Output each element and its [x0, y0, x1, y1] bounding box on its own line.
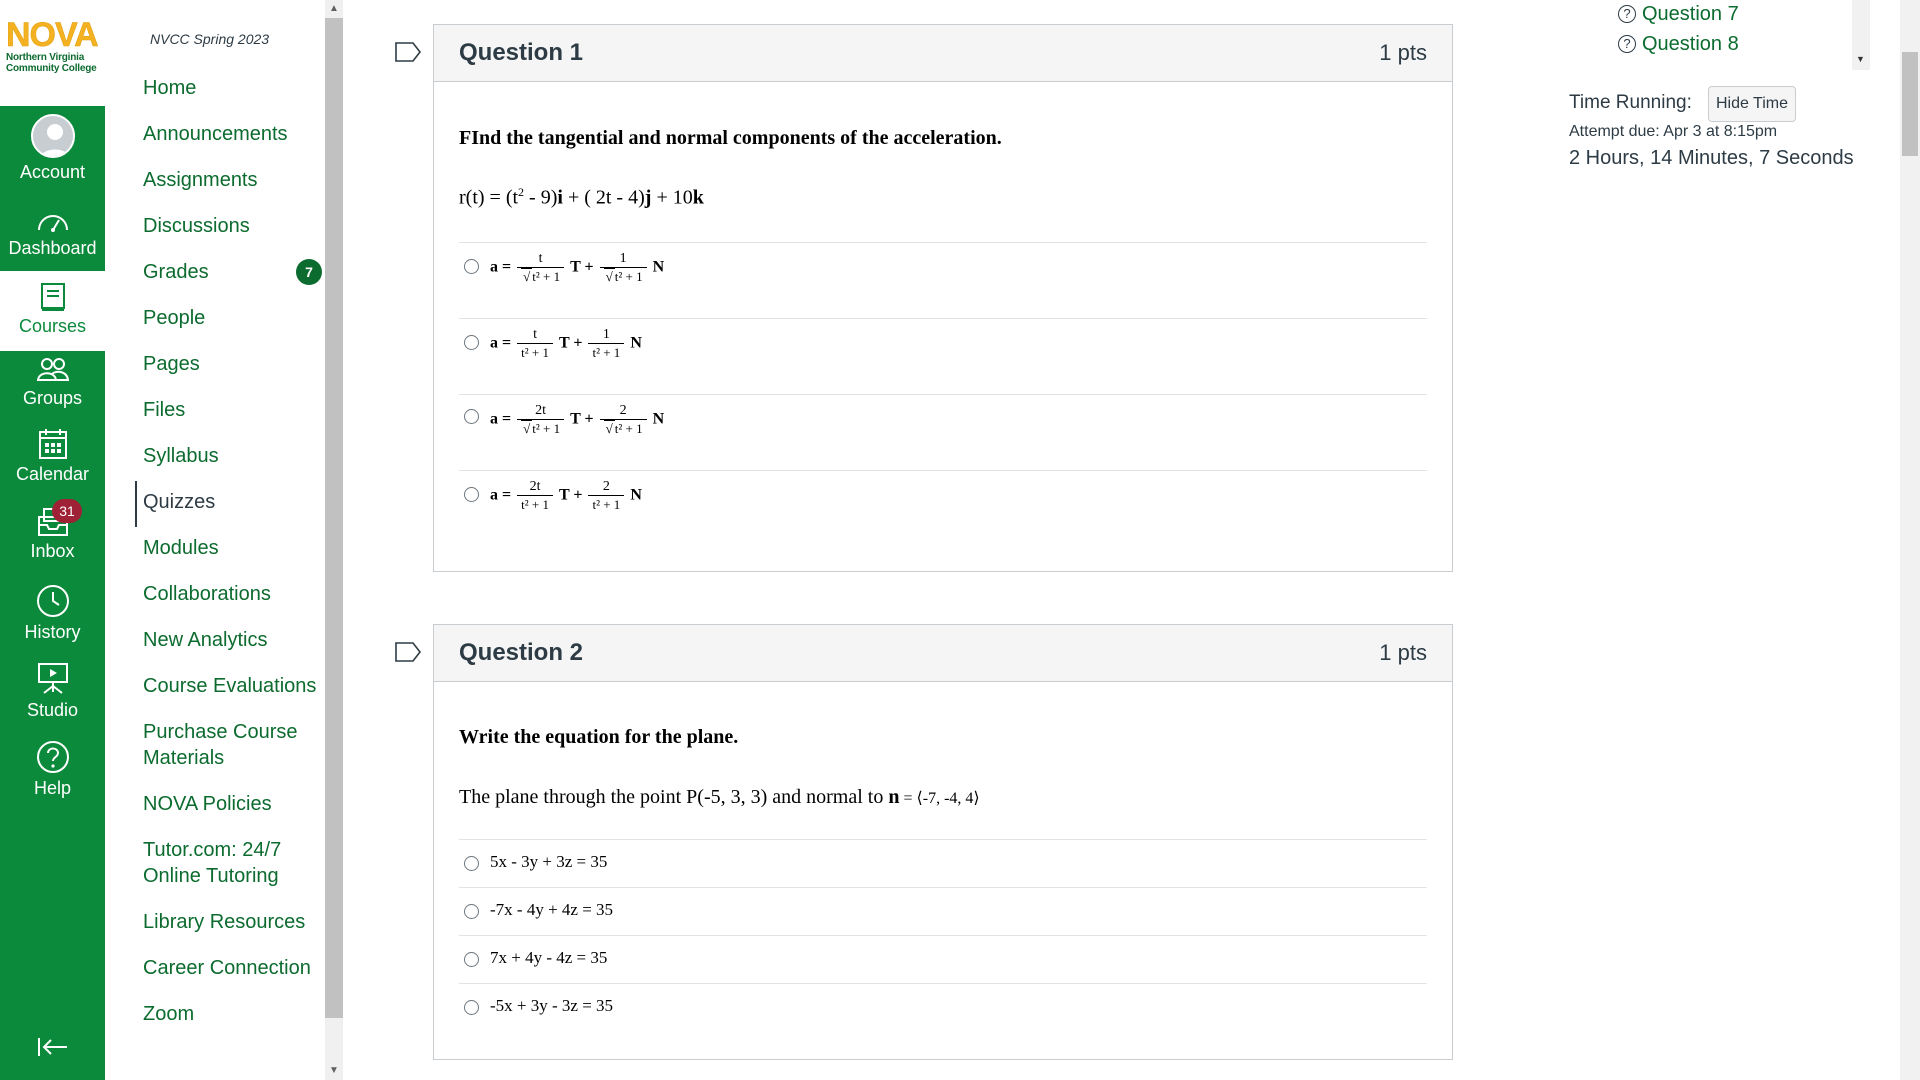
courses-icon [39, 282, 67, 312]
question-list-item-8[interactable]: ? Question 8 [1618, 33, 1739, 56]
answer-option[interactable] [459, 242, 1427, 318]
course-term: NVCC Spring 2023 [150, 31, 270, 47]
answer-radio[interactable] [464, 259, 479, 274]
question-equation: $r(t) = (t^2 - 9)i$ + ( 2t - 4)j + 10k [459, 185, 704, 209]
studio-icon [37, 662, 69, 696]
question-list-item-7[interactable]: ? Question 7 [1618, 3, 1739, 26]
question-1 [433, 24, 1453, 572]
course-nav-tutoring[interactable]: Tutor.com: 24/7 Online Tutoring [143, 839, 282, 887]
collapse-nav-button[interactable] [0, 1036, 105, 1062]
question-2 [433, 624, 1453, 1060]
logo-subtitle-2: Community College [6, 63, 97, 74]
course-nav-nova-policies[interactable]: NOVA Policies [143, 793, 272, 815]
answer-formula: a = $\frac{t}{\text{√ t² + 1}}$ T + $\frac{1}{\text{√ t² + 1}}$ N [490, 251, 665, 284]
answer-formula: a = $\frac{2t}{\text{t² + 1}}$ T + $\frac{2}{\text{t² + 1}}$ N [490, 479, 642, 512]
logo-subtitle-1: Northern Virginia [6, 52, 85, 63]
global-nav-calendar[interactable] [0, 428, 105, 485]
logo-wordmark: NOVA [6, 16, 98, 54]
page-scroll-thumb[interactable] [1902, 52, 1918, 156]
answer-radio[interactable] [464, 409, 479, 424]
course-nav-files[interactable]: Files [143, 399, 186, 421]
time-remaining: 2 Hours, 14 Minutes, 7 Seconds [1569, 147, 1854, 169]
question-mark-icon: ? [1618, 5, 1636, 23]
attempt-due: Attempt due: Apr 3 at 8:15pm [1569, 123, 1778, 140]
grades-badge: 7 [296, 259, 322, 285]
answer-radio[interactable] [464, 487, 479, 502]
course-nav-discussions[interactable]: Discussions [143, 215, 250, 237]
nova-logo[interactable] [0, 0, 105, 106]
answer-radio[interactable] [464, 1000, 479, 1015]
clock-icon [36, 584, 70, 618]
answer-formula: a = $\frac{t}{\text{t² + 1}}$ T + $\frac{1}{\text{t² + 1}}$ N [490, 327, 642, 360]
flag-question-icon[interactable] [395, 642, 421, 662]
global-nav-label: Inbox [30, 541, 75, 561]
global-nav-studio[interactable] [0, 662, 105, 721]
scroll-up-icon[interactable]: ▲ [329, 3, 339, 14]
question-header [434, 25, 1452, 82]
course-nav-course-evaluations[interactable]: Course Evaluations [143, 675, 317, 697]
answer-option[interactable] [459, 935, 1427, 983]
course-nav-quizzes[interactable]: Quizzes [143, 491, 216, 513]
answer-radio[interactable] [464, 335, 479, 350]
inbox-unread-badge: 31 [52, 499, 82, 523]
course-nav [105, 0, 325, 1080]
hide-time-button[interactable]: Hide Time [1708, 86, 1796, 122]
groups-icon [36, 356, 70, 384]
scroll-down-icon[interactable]: ▼ [1856, 54, 1865, 64]
collapse-arrow-icon [36, 1036, 70, 1058]
course-nav-new-analytics[interactable]: New Analytics [143, 629, 268, 651]
global-nav-help[interactable] [0, 740, 105, 799]
time-running-label: Time Running: [1569, 92, 1692, 113]
answer-option[interactable] [459, 318, 1427, 394]
course-nav-home[interactable]: Home [143, 77, 197, 99]
question-list-fade [1610, 62, 1850, 70]
answer-option[interactable] [459, 887, 1427, 935]
question-title: Question 2 [459, 639, 584, 666]
course-nav-collaborations[interactable]: Collaborations [143, 583, 271, 605]
help-icon [36, 740, 70, 774]
global-nav-label: Calendar [15, 464, 90, 484]
question-points: 1 pts [1379, 40, 1427, 65]
course-nav-grades[interactable]: Grades [143, 261, 209, 283]
global-nav-label: Account [19, 162, 86, 182]
course-nav-assignments[interactable]: Assignments [143, 169, 258, 191]
course-nav-scroll-thumb[interactable] [325, 18, 343, 1018]
answer-option[interactable] [459, 394, 1427, 470]
avatar [31, 114, 75, 158]
dashboard-icon [36, 208, 70, 234]
question-header [434, 625, 1452, 682]
course-nav-modules[interactable]: Modules [143, 537, 219, 559]
global-nav-courses[interactable] [0, 271, 105, 351]
scroll-down-icon[interactable]: ▼ [329, 1065, 339, 1076]
global-nav-label: Studio [26, 700, 79, 720]
global-nav [0, 0, 105, 1080]
global-nav-label: Dashboard [8, 238, 97, 258]
answer-radio[interactable] [464, 904, 479, 919]
answer-radio[interactable] [464, 856, 479, 871]
user-icon [33, 116, 75, 158]
global-nav-label: History [24, 622, 81, 642]
course-nav-announcements[interactable]: Announcements [143, 123, 288, 145]
question-description: The plane through the point P(-5, 3, 3) and normal to n = ⟨-7, -4, 4⟩ [459, 786, 980, 808]
answer-label: -5x + 3y - 3z = 35 [490, 996, 614, 1015]
answer-radio[interactable] [464, 952, 479, 967]
question-prompt: Write the equation for the plane. [459, 726, 739, 748]
global-nav-label: Help [33, 778, 72, 798]
answer-label: 5x - 3y + 3z = 35 [490, 852, 608, 871]
page-scrollbar[interactable] [1900, 0, 1920, 1080]
question-points: 1 pts [1379, 640, 1427, 665]
calendar-icon [38, 428, 68, 460]
course-nav-purchase-materials[interactable]: Purchase Course Materials [143, 721, 298, 769]
course-nav-zoom[interactable]: Zoom [143, 1003, 195, 1025]
flag-question-icon[interactable] [395, 42, 421, 62]
global-nav-dashboard[interactable] [0, 208, 105, 259]
course-nav-syllabus[interactable]: Syllabus [143, 445, 219, 467]
course-nav-career[interactable]: Career Connection [143, 957, 311, 979]
answer-label: 7x + 4y - 4z = 35 [490, 948, 608, 967]
question-prompt: FInd the tangential and normal components of the acceleration. [459, 127, 1002, 149]
answer-option[interactable] [459, 470, 1427, 546]
course-nav-library[interactable]: Library Resources [143, 911, 306, 933]
global-nav-label: Groups [22, 388, 83, 408]
global-nav-account[interactable] [0, 114, 105, 183]
answer-label: -7x - 4y + 4z = 35 [490, 900, 614, 919]
course-nav-pages[interactable]: Pages [143, 353, 200, 375]
answer-option[interactable] [459, 983, 1427, 1031]
question-list-scrollbar[interactable] [1852, 0, 1870, 70]
answer-formula: a = $\frac{2t}{\text{√ t² + 1}}$ T + $\frac{2}{\text{√ t² + 1}}$ N [490, 403, 665, 436]
global-nav-label: Courses [18, 316, 87, 336]
global-nav-groups[interactable] [0, 356, 105, 409]
active-indicator [135, 481, 137, 527]
question-title: Question 1 [459, 39, 584, 66]
global-nav-history[interactable] [0, 584, 105, 643]
course-nav-people[interactable]: People [143, 307, 206, 329]
question-mark-icon: ? [1618, 35, 1636, 53]
answer-option[interactable] [459, 839, 1427, 887]
